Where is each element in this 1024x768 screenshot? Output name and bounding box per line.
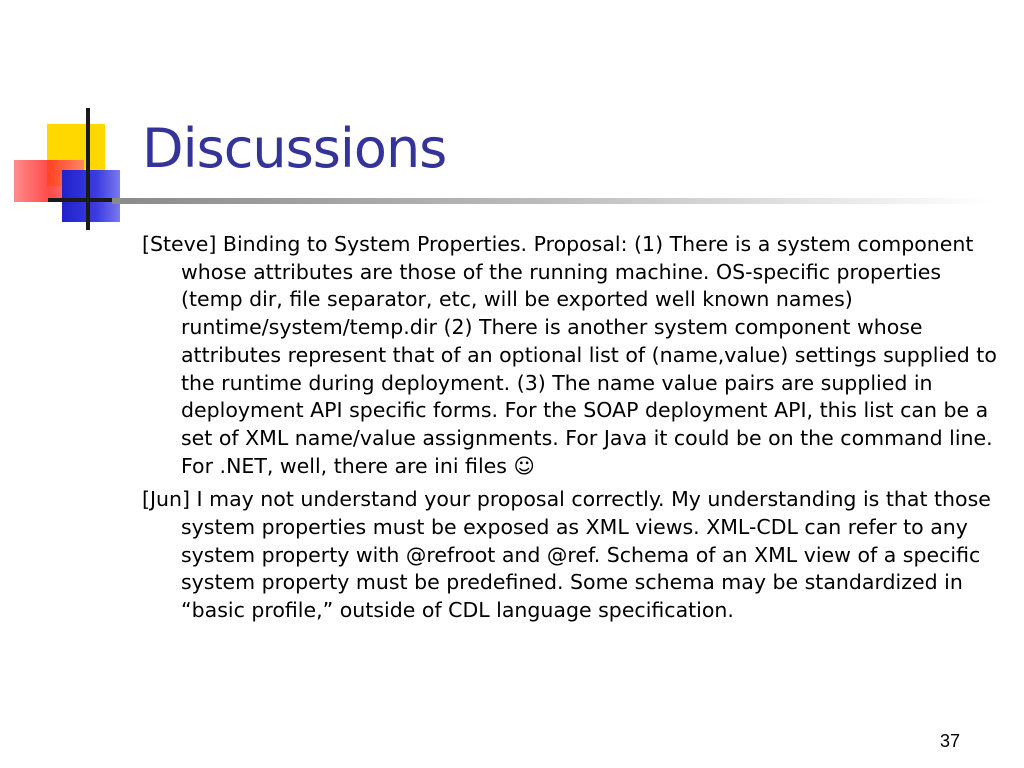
slide-title: Discussions — [142, 117, 447, 180]
paragraph-steve: [Steve] Binding to System Properties. Proposal: (1) There is a system component whose attributes are those of the running machine. OS-specific properties (temp dir, file separator, etc, will be exported well known names) runtime/system/temp.dir (2) There is another system component whose attributes represent that of an optional list of (name,value) settings supplied to the runtime during deployment. (3) The name value pairs are supplied in deployment API specific forms. For the SOAP deployment API, this list can be a set of XML name/value assignments. For Java it could be on the command line. For .NET, well, there are ini files ☺ — [142, 232, 997, 478]
logo-blue-square — [62, 170, 120, 222]
paragraph-jun: [Jun] I may not understand your proposal correctly. My understanding is that those system properties must be exposed as XML views. XML-CDL can refer to any system property with @refroot and @ref. Schema of an XML view of a specific system property must be predefined. Some schema may be standardized in “basic profile,” outside of CDL language specification. — [142, 487, 991, 623]
page-number: 37 — [940, 731, 961, 751]
logo-vertical-line — [86, 108, 90, 230]
slide-body — [142, 231, 1002, 631]
title-underline — [112, 198, 992, 204]
stacked-squares-logo-icon — [0, 0, 150, 240]
